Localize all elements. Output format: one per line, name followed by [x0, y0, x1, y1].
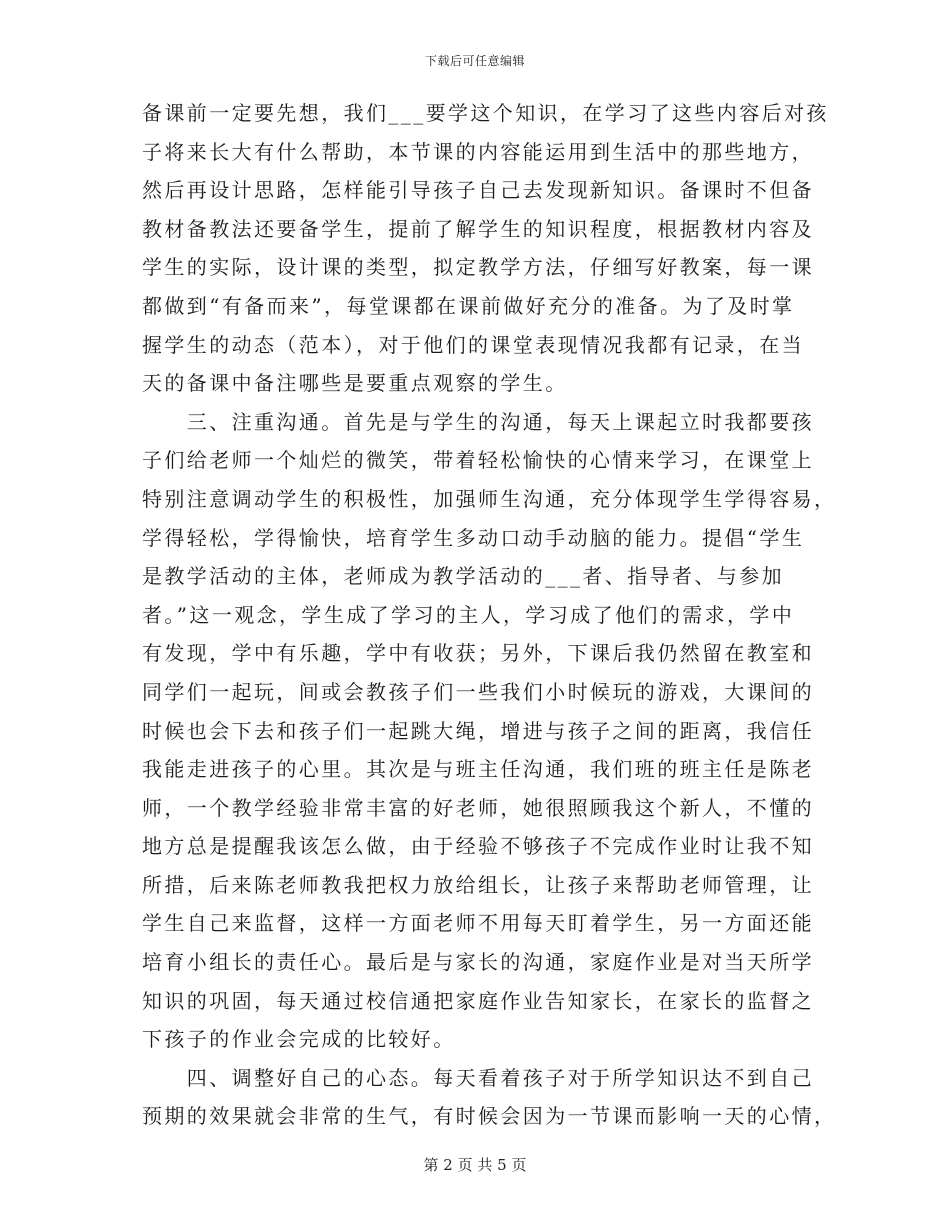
- text-line: 学生自己来监督，这样一方面老师不用每天盯着学生，另一方面还能: [142, 911, 814, 936]
- text-line: 知识的巩固，每天通过校信通把家庭作业告知家长，在家长的监督之: [142, 988, 814, 1013]
- text-line: 师，一个教学经验非常丰富的好老师，她很照顾我这个新人，不懂的: [142, 795, 814, 820]
- text-line: 预期的效果就会非常的生气，有时候会因为一节课而影响一天的心情，: [142, 1104, 837, 1129]
- text-line: 时候也会下去和孩子们一起跳大绳，增进与孩子之间的距离，我信任: [142, 718, 814, 743]
- text-line: 者。”这一观念，学生成了学习的主人，学习成了他们的需求，学中: [142, 602, 795, 627]
- text-line: 培育小组长的责任心。最后是与家长的沟通，家庭作业是对当天所学: [142, 950, 814, 975]
- text-line: 学生的实际，设计课的类型，拟定教学方法，仔细写好教案，每一课: [142, 255, 814, 280]
- text-line: 子将来长大有什么帮助，本节课的内容能运用到生活中的那些地方，: [142, 139, 814, 164]
- text-line: 学得轻松，学得愉快，培育学生多动口动手动脑的能力。提倡“学生: [142, 525, 805, 550]
- text-line: 教材备教法还要备学生，提前了解学生的知识程度，根据教材内容及: [142, 216, 814, 241]
- page-number: 第 2 页 共 5 页: [423, 1156, 527, 1174]
- text-line: 握学生的动态（范本），对于他们的课堂表现情况我都有记录，在当: [142, 332, 804, 357]
- text-line: 所措，后来陈老师教我把权力放给组长，让孩子来帮助老师管理，让: [142, 872, 814, 897]
- text-line: 然后再设计思路，怎样能引导孩子自己去发现新知识。备课时不但备: [142, 178, 814, 203]
- text-line: 同学们一起玩，间或会教孩子们一些我们小时候玩的游戏，大课间的: [142, 679, 814, 704]
- document-body: [142, 94, 837, 1136]
- text-line: 都做到“有备而来”，每堂课都在课前做好充分的准备。为了及时掌: [142, 293, 795, 318]
- text-line: 是教学活动的主体，老师成为教学活动的___者、指导者、与参加: [142, 564, 784, 589]
- text-line: 备课前一定要先想，我们___要学这个知识，在学习了这些内容后对孩: [142, 101, 829, 125]
- text-line: 天的备课中备注哪些是要重点观察的学生。: [142, 371, 568, 396]
- page-header: 下载后可任意编辑: [424, 54, 525, 68]
- text-line: 有发现，学中有乐趣，学中有收获；另外，下课后我仍然留在教室和: [142, 641, 814, 666]
- text-line: 子们给老师一个灿烂的微笑，带着轻松愉快的心情来学习，在课堂上: [142, 448, 814, 473]
- text-line: 地方总是提醒我该怎么做，由于经验不够孩子不完成作业时让我不知: [142, 834, 814, 859]
- text-line: 四、调整好自己的心态。每天看着孩子对于所学知识达不到自己: [142, 1065, 814, 1090]
- text-line: 下孩子的作业会完成的比较好。: [142, 1027, 456, 1052]
- text-line: 三、注重沟通。首先是与学生的沟通，每天上课起立时我都要孩: [142, 409, 814, 434]
- text-line: 我能走进孩子的心里。其次是与班主任沟通，我们班的班主任是陈老: [142, 757, 814, 782]
- text-line: 特别注意调动学生的积极性，加强师生沟通，充分体现学生学得容易，: [142, 486, 837, 511]
